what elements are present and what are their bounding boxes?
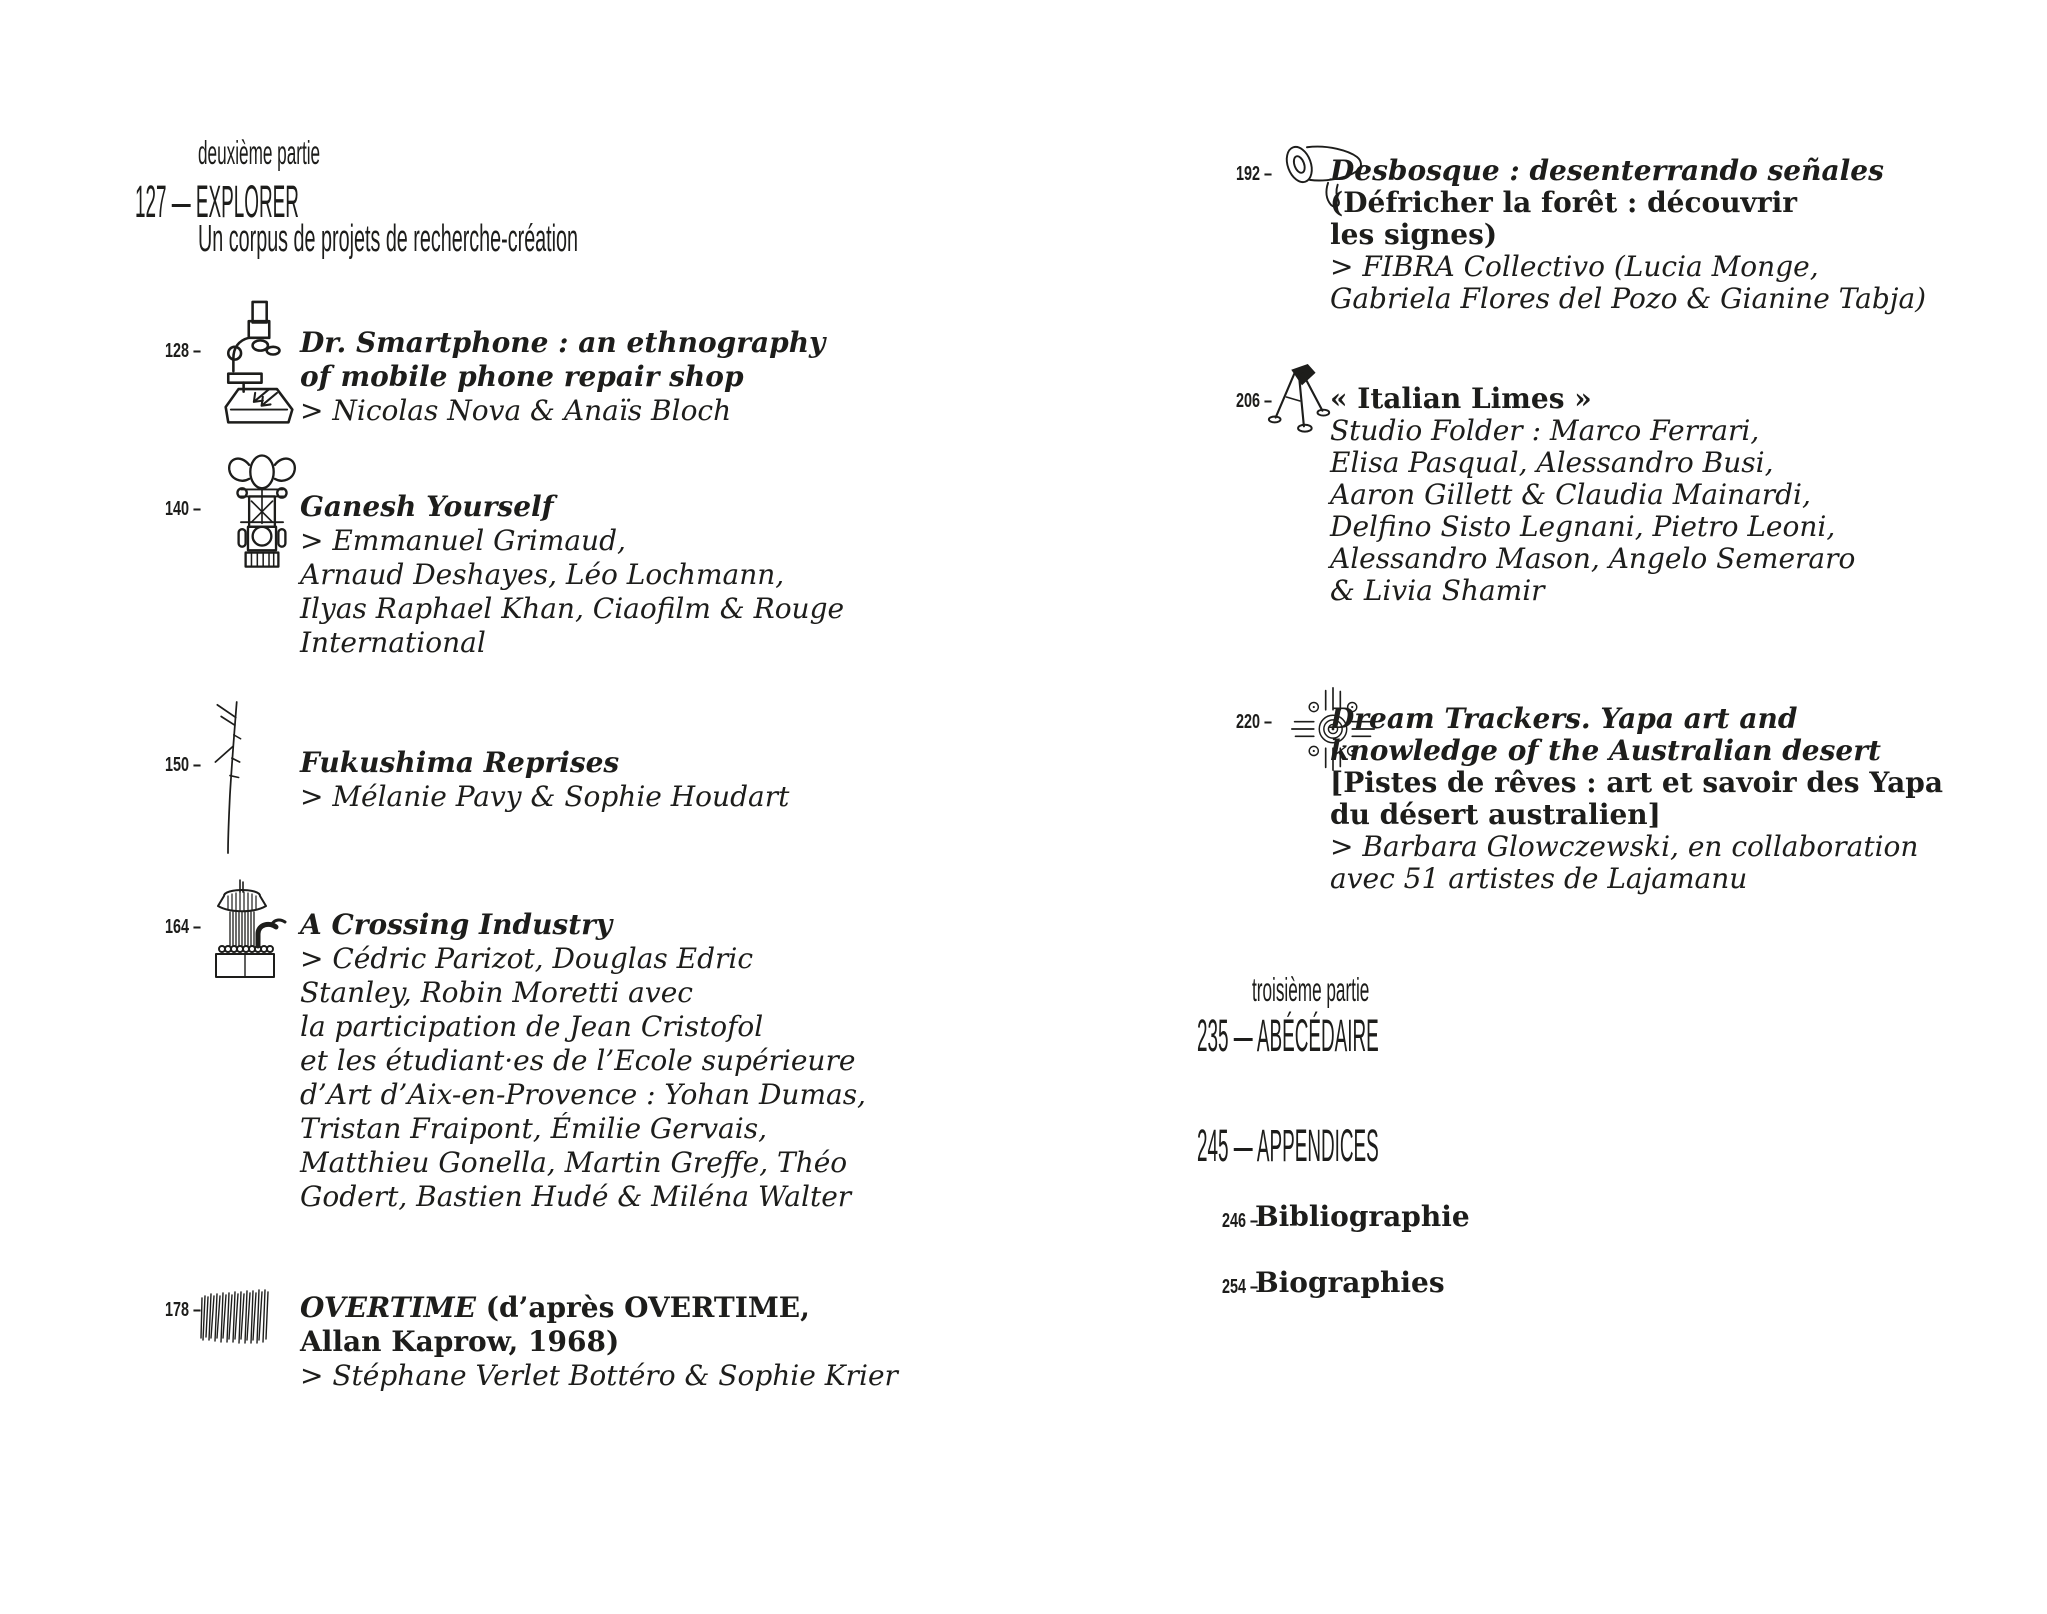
part3-kicker: troisième partie (1252, 971, 1370, 1008)
entry-authors: Arnaud Deshayes, Léo Lochmann, (300, 558, 785, 591)
entry-authors: > Emmanuel Grimaud, (300, 524, 626, 557)
appendix-label: Bibliographie (1255, 1200, 1470, 1233)
part2-heading: 127 — EXPLORER (135, 176, 299, 227)
entry-text (300, 326, 825, 428)
entry-text (300, 908, 866, 1214)
entry-page-number: 192 – (1236, 163, 1273, 185)
entry-authors: Tristan Fraipont, Émilie Gervais, (300, 1112, 767, 1145)
entry-page-number: 206 – (1236, 390, 1273, 412)
entry-authors: et les étudiant·es de l’Ecole supérieure (300, 1044, 856, 1077)
entry-authors: avec 51 artistes de Lajamanu (1330, 862, 1748, 895)
entry-page-number: 150 – (165, 754, 202, 776)
entry-title: [Pistes de rêves : art et savoir des Yapa (1330, 766, 1943, 799)
entry-page-number: 178 – (165, 1299, 202, 1321)
entry-text (300, 490, 844, 660)
entry-authors: > Nicolas Nova & Anaïs Bloch (300, 394, 732, 427)
part2-kicker: deuxième partie (198, 134, 321, 171)
entry-title: knowledge of the Australian desert (1330, 734, 1881, 767)
entry-authors: Ilyas Raphael Khan, Ciaofilm & Rouge (300, 592, 845, 625)
entry-authors: Godert, Bastien Hudé & Miléna Walter (300, 1180, 852, 1213)
entry-title: A Crossing Industry (300, 908, 613, 941)
entry-title: OVERTIME (d’après OVERTIME, (300, 1291, 810, 1324)
entry-title: Dream Trackers. Yapa art and (1330, 702, 1798, 735)
entry-authors: > Cédric Parizot, Douglas Edric (300, 942, 754, 975)
entry-authors: Studio Folder : Marco Ferrari, (1330, 414, 1760, 447)
entry-text (300, 1291, 898, 1393)
entry-page-number: 140 – (165, 498, 202, 520)
entry-text (300, 746, 789, 814)
entry-title: (Défricher la forêt : découvrir (1330, 186, 1797, 219)
entry-authors: International (300, 626, 486, 659)
microscope-icon (218, 296, 300, 436)
entry-authors: Matthieu Gonella, Martin Greffe, Théo (300, 1146, 848, 1179)
appendices-heading: 245 — APPENDICES (1197, 1120, 1379, 1171)
entry-authors: Alessandro Mason, Angelo Semeraro (1330, 542, 1856, 575)
entry-title: Desbosque : desenterrando señales (1330, 154, 1884, 187)
entry-text (1330, 703, 1943, 895)
entry-authors: la participation de Jean Cristofol (300, 1010, 764, 1043)
entry-authors: Delfino Sisto Legnani, Pietro Leoni, (1330, 510, 1836, 543)
entry-title: Fukushima Reprises (300, 746, 620, 779)
entry-page-number: 164 – (165, 916, 202, 938)
entry-authors: Aaron Gillett & Claudia Mainardi, (1330, 478, 1811, 511)
tripod-icon (1264, 360, 1336, 438)
entry-page-number: 128 – (165, 340, 202, 362)
entry-authors: > Stéphane Verlet Bottéro & Sophie Krier (300, 1359, 898, 1392)
entry-authors: Elisa Pasqual, Alessandro Busi, (1330, 446, 1774, 479)
entry-page-number: 246 – (1222, 1210, 1259, 1232)
entry-title: Allan Kaprow, 1968) (300, 1325, 620, 1358)
part2-subtitle: Un corpus de projets de recherche-création (198, 218, 579, 260)
entry-authors: d’Art d’Aix-en-Provence : Yohan Dumas, (300, 1078, 866, 1111)
entry-title: Ganesh Yourself (300, 490, 554, 523)
entry-authors: > FIBRA Collectivo (Lucia Monge, (1330, 250, 1819, 283)
entry-text (1330, 155, 1926, 315)
entry-authors: > Barbara Glowczewski, en collaboration (1330, 830, 1919, 863)
entry-title: du désert australien] (1330, 798, 1661, 831)
entry-page-number: 254 – (1222, 1276, 1259, 1298)
appendix-label: Biographies (1255, 1266, 1445, 1299)
entry-title: les signes) (1330, 218, 1498, 251)
entry-authors: Gabriela Flores del Pozo & Gianine Tabja) (1330, 282, 1927, 315)
entry-text (1330, 383, 1855, 607)
entry-authors: & Livia Shamir (1330, 574, 1545, 607)
hatching-icon (197, 1286, 275, 1348)
entry-page-number: 220 – (1236, 711, 1273, 733)
entry-title: « Italian Limes » (1330, 382, 1592, 415)
ganesh-robot-icon (222, 452, 302, 590)
entry-title: of mobile phone repair shop (300, 360, 744, 393)
watchtower-icon (200, 876, 292, 980)
entry-title: Dr. Smartphone : an ethnography (300, 326, 826, 359)
part3-heading: 235 — ABÉCÉDAIRE (1197, 1010, 1379, 1061)
entry-authors: > Mélanie Pavy & Sophie Houdart (300, 780, 790, 813)
entry-authors: Stanley, Robin Moretti avec (300, 976, 693, 1009)
branch-icon (196, 700, 260, 855)
